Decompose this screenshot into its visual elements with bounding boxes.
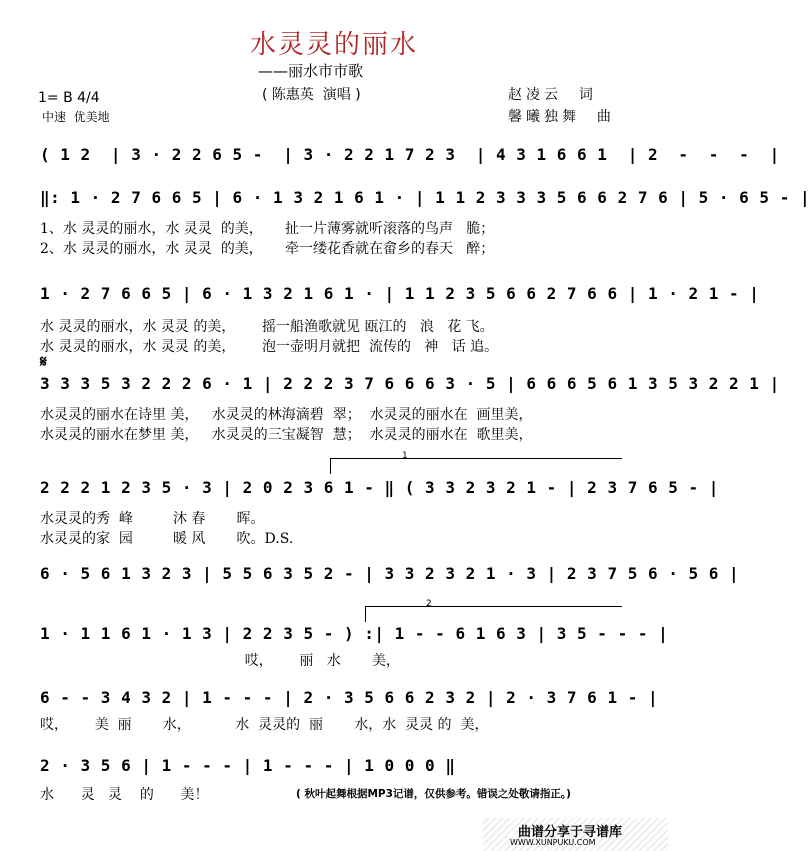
score-row-2-lyric-1: 1、水 灵灵的丽水，水 灵灵 的美， 扯一片薄雾就听滚落的鸟声 脆； — [40, 221, 495, 237]
score-row-5-notes: 2 2 2 1 2 3 5 · 3 | 2 0 2 3 6 1 - ‖ ( 3 3 2 3 2 1 - | 2 3 7 6 5 - | — [40, 478, 719, 497]
score-row-2-lyric-2: 2、水 灵灵的丽水，水 灵灵 的美， 牵一缕花香就在畲乡的春天 醉； — [40, 241, 495, 257]
watermark-url: WWW.XUNPUKU.COM — [510, 838, 596, 847]
score-row-2-notes: ‖: 1 · 2 7 6 6 5 | 6 · 1 3 2 1 6 1 · | 1 1 2 3 3 3 5 6 6 2 7 6 | 5 · 6 5 - | — [40, 188, 810, 207]
score-row-4-notes: 3 3 3 5 3 2 2 2 6 · 1 | 2 2 2 3 7 6 6 6 3 · 5 | 6 6 6 5 6 1 3 5 3 2 2 1 | — [40, 374, 780, 393]
segno-sign: 𝄋 — [40, 352, 47, 371]
score-row-9-notes: 2 · 3 5 6 | 1 - - - | 1 - - - | 1 0 0 0 ‖ — [40, 756, 456, 775]
score-row-1-notes: ( 1 2 | 3 · 2 2 6 5 - | 3 · 2 2 1 7 2 3 | 4 3 1 6 6 1 | 2 - - - | — [40, 145, 780, 164]
score-row-8-notes: 6 - - 3 4 3 2 | 1 - - - | 2 · 3 5 6 6 2 3 2 | 2 · 3 7 6 1 - | — [40, 688, 659, 707]
watermark-text: 曲谱分享于寻谱库 — [518, 825, 623, 840]
score-row-5-lyric-1: 水灵灵的秀 峰 沐 春 晖。 — [40, 511, 265, 527]
second-ending-bracket-start — [365, 606, 366, 622]
score-row-3-lyric-1: 水 灵灵的丽水，水 灵灵 的美， 摇一船渔歌就见 瓯江的 浪 花 飞。 — [40, 319, 494, 335]
composer-credit: 馨曦独舞 曲 — [508, 109, 615, 125]
score-row-7-lyric-1: 哎， 丽 水 美， — [40, 653, 400, 669]
score-row-6-notes: 6 · 5 6 1 3 2 3 | 5 5 6 3 5 2 - | 3 3 2 3 2 1 · 3 | 2 3 7 5 6 · 5 6 | — [40, 564, 740, 583]
score-row-3-notes: 1 · 2 7 6 6 5 | 6 · 1 3 2 1 6 1 · | 1 1 2 3 5 6 6 2 7 6 6 | 1 · 2 1 - | — [40, 284, 760, 303]
transcription-note: ( 秋叶起舞根据MP3记谱，仅供参考。错误之处敬请指正。) — [296, 788, 571, 800]
song-subtitle: ——丽水市市歌 — [258, 62, 364, 80]
score-row-5-lyric-2: 水灵灵的家 园 暖 风 吹。D.S. — [40, 531, 294, 547]
singer-credit: ( 陈惠英 演唱 ) — [262, 87, 361, 103]
score-row-4-lyric-2: 水灵灵的丽水在梦里 美， 水灵灵的三宝凝智 慧； 水灵灵的丽水在 歌里美， — [40, 427, 533, 443]
second-ending-number: 2 — [426, 599, 432, 609]
score-row-8-lyric-1: 哎， 美 丽 水， 水 灵灵的 丽 水，水 灵灵 的 美， — [40, 717, 489, 733]
score-row-7-notes: 1 · 1 1 6 1 · 1 3 | 2 2 3 5 - ) :| 1 - - 6 1 6 3 | 3 5 - - - | — [40, 624, 669, 643]
first-ending-bracket-start — [330, 458, 331, 474]
score-row-3-lyric-2: 水 灵灵的丽水，水 灵灵 的美， 泡一壶明月就把 流传的 神 话 追。 — [40, 339, 499, 355]
score-row-9-lyric-1: 水 灵 灵 的 美！ — [40, 787, 209, 803]
first-ending-bracket — [330, 458, 622, 459]
lyricist-credit: 赵凌云 词 — [508, 87, 597, 103]
song-title: 水灵灵的丽水 — [249, 30, 418, 60]
score-row-4-lyric-1: 水灵灵的丽水在诗里 美， 水灵灵的林海滴碧 翠； 水灵灵的丽水在 画里美， — [40, 407, 533, 423]
key-signature: 1= B 4/4 — [38, 90, 100, 106]
tempo-marking: 中速 优美地 — [42, 110, 110, 124]
second-ending-bracket — [365, 606, 622, 607]
first-ending-number: 1 — [402, 451, 408, 461]
